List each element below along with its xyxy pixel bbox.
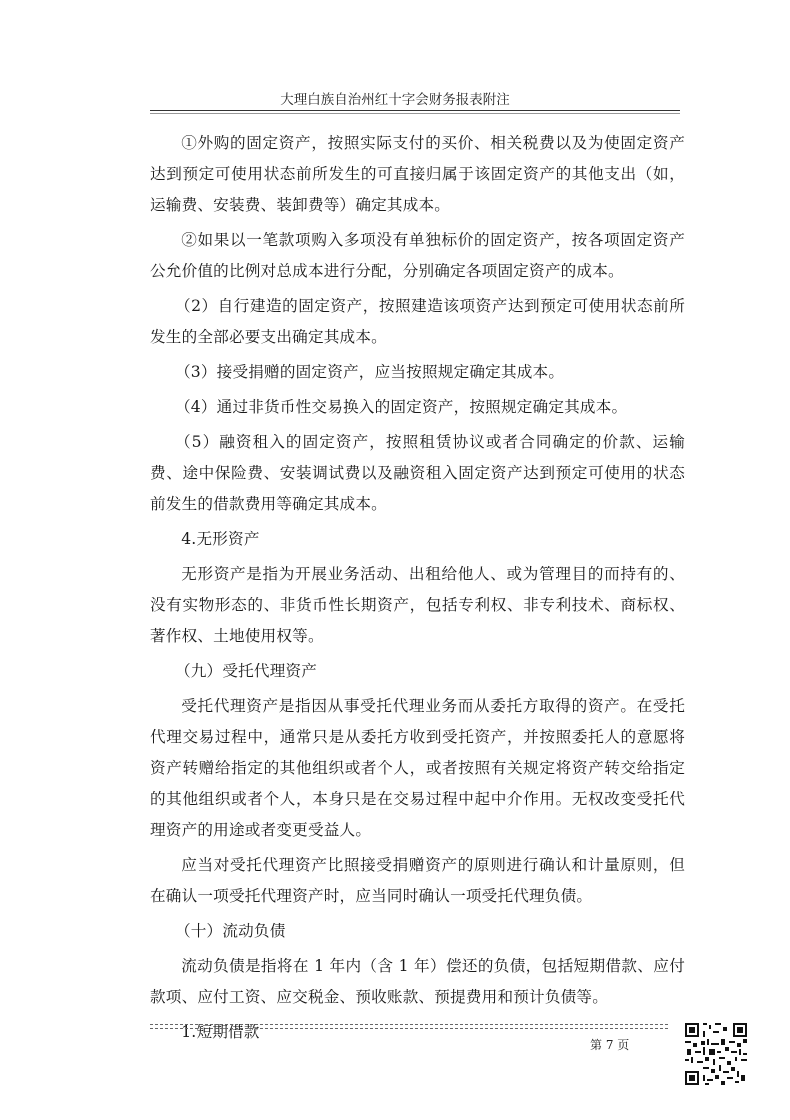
paragraph: ①外购的固定资产，按照实际支付的买价、相关税费以及为使固定资产达到预定可使用状态前所发生的可直接归属于该固定资产的其他支出（如，运输费、安装费、装卸费等）确定其成本。	[150, 134, 685, 214]
section-heading: （九）受托代理资产	[174, 662, 318, 680]
paragraph: （5）融资租入的固定资产，按照租赁协议或者合同确定的价款、运输费、途中保险费、安装调试费以及融资租入固定资产达到预定可使用的状态前发生的借款费用等确定其成本。	[150, 433, 685, 513]
section-heading: 4.无形资产	[181, 530, 260, 548]
paragraph: ②如果以一笔款项购入多项没有单独标价的固定资产，按各项固定资产公允价值的比例对总成本进行分配，分别确定各项固定资产的成本。	[150, 231, 685, 280]
document-body	[150, 128, 685, 1048]
paragraph: （2）自行建造的固定资产，按照建造该项资产达到预定可使用状态前所发生的全部必要支出确定其成本。	[150, 297, 685, 346]
page-header: 大理白族自治州红十字会财务报表附注	[280, 92, 510, 108]
header-rule	[150, 110, 680, 111]
paragraph: 应当对受托代理资产比照接受捐赠资产的原则进行确认和计量原则，但在确认一项受托代理资产时，应当同时确认一项受托代理负债。	[150, 856, 685, 905]
qr-code-icon	[683, 1021, 749, 1087]
footer-rule	[150, 1028, 668, 1029]
section-heading: （十）流动负债	[174, 922, 286, 940]
paragraph: （3）接受捐赠的固定资产，应当按照规定确定其成本。	[174, 363, 565, 381]
header-rule-thin	[150, 113, 680, 114]
paragraph: 受托代理资产是指因从事受托代理业务而从委托方取得的资产。在受托代理交易过程中，通常只是从委托方收到受托资产，并按照委托人的意愿将资产转赠给指定的其他组织或者个人，或者按照有关规定将资产转交给指定的其他组织或者个人，本身只是在交易过程中起中介作用。无权改变受托代理资产的用途或者变更受益人。	[150, 697, 685, 839]
footer-rule	[150, 1024, 668, 1025]
section-heading: 1.短期借款	[181, 1023, 260, 1041]
paragraph: 流动负债是指将在 1 年内（含 1 年）偿还的负债，包括短期借款、应付款项、应付工资、应交税金、预收账款、预提费用和预计负债等。	[150, 957, 685, 1006]
page-number: 第 7 页	[590, 1038, 630, 1052]
paragraph: （4）通过非货币性交易换入的固定资产，按照规定确定其成本。	[174, 398, 628, 416]
paragraph: 无形资产是指为开展业务活动、出租给他人、或为管理目的而持有的、没有实物形态的、非货币性长期资产，包括专利权、非专利技术、商标权、著作权、土地使用权等。	[150, 565, 685, 645]
